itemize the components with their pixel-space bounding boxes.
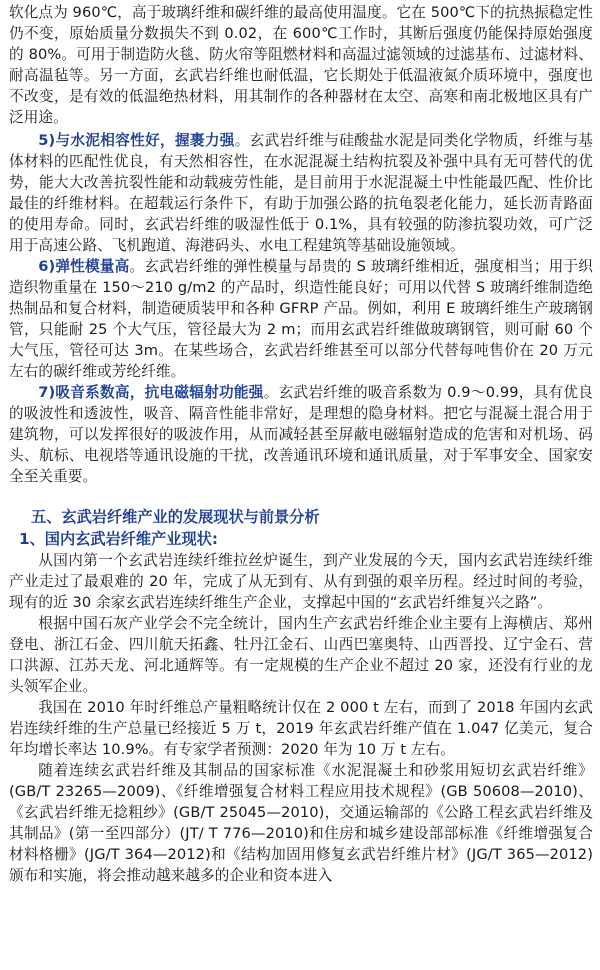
- paragraph-cement-compatibility: [9, 130, 593, 256]
- section-heading: 五、玄武岩纤维产业的发展现状与前景分析: [31, 508, 320, 526]
- paragraph-standards: 随着连续玄武岩纤维及其制品的国家标准《水泥混凝土和砂浆用短切玄武岩纤维》(GB/T 23265—2009)、《纤维增强复合材料工程应用技术规程》(GB 50608—2010)、《玄武岩纤维无捻粗纱》(GB/T 25045—2010)，交通运输部的《公路工程玄武岩纤维及其制品》(第一至四部分）(JT/ T 776—2010)和住房和城乡建设部部标准《纤维增强复合材料格栅》(JG/T 364—2012)和《结构加固用修复玄武岩纤维片材》(JG/T 365—2012)颁布和实施，将会推动越来越多的企业和资本进入: [9, 762, 593, 884]
- paragraph-elastic-modulus: [9, 256, 593, 382]
- paragraph-major-enterprises: 根据中国石灰产业学会不完全统计，国内生产玄武岩纤维企业主要有上海横店、郑州登电、浙江石金、四川航天拓鑫、牡丹江金石、山西巴塞奥特、山西晋投、辽宁金石、营口洪源、江苏天龙、河北通辉等。有一定规模的生产企业不超过 20 家，还没有行业的龙头领军企业。: [9, 615, 593, 695]
- item-text-sound-absorption: 。玄武岩纤维的吸音系数为 0.9～0.99，具有优良的吸波性和透波性，吸音、隔音性能非常好，是理想的隐身材料。把它与混凝土混合用于建筑物，可以发挥很好的吸波作用，从而减轻甚至屏蔽电磁辐射造成的危害和对机场、码头、航标、电视塔等通讯设施的干扰，改善通讯环境和通讯质量，对于军事安全、国家安全至关重要。: [9, 384, 593, 485]
- item-text-cement-compatibility: 。玄武岩纤维与硅酸盐水泥是同类化学物质，纤维与基体材料的匹配性优良，有天然相容性，在水泥混凝土结构抗裂及补强中具有无可替代的优势，能大大改善抗裂性能和动载疲劳性能，是目前用于水泥混凝土中性能最匹配、性价比最佳的纤维材料。在超载运行条件下，有助于加强公路的抗龟裂老化能力，延长沥青路面的使用寿命。同时，玄武岩纤维的吸湿性低于 0.1%，具有较强的防渗抗裂功效，可广泛用于高速公路、飞机跑道、海港码头、水电工程建筑等基础设施领域。: [9, 132, 593, 254]
- item-title-elastic-modulus: 6)弹性模量高: [38, 258, 130, 275]
- subsection-heading: 1、国内玄武岩纤维产业现状:: [19, 530, 218, 548]
- paragraph-production-stats: 我国在 2010 年时纤维总产量粗略统计仅在 2 000 t 左右，而到了 2018 年国内玄武岩连续纤维的生产总量已经接近 5 万 t，2019 年玄武岩纤维产值在 1.047 亿美元，复合年均增长率达 10.9%。有专家学者预测：2020 年为 10 万 t 左右。: [9, 699, 593, 758]
- paragraph-thermal-properties: 软化点为 960℃，高于玻璃纤维和碳纤维的最高使用温度。它在 500℃下的抗热振稳定性仍不变，原始质量分数损失不到 0.02，在 600℃工作时，其断后强度仍能保持原始强度的 80%。可用于制造防火毯、防火帘等阻燃材料和高温过滤领域的过滤基布、过滤材料、耐高温毡等。另一方面，玄武岩纤维也耐低温，它长期处于低温液氮介质环境中，强度也不改变，是有效的低温绝热材料，用其制作的各种器材在太空、高寒和南北极地区具有广泛用途。: [9, 4, 593, 126]
- item-title-cement-compatibility: 5)与水泥相容性好，握裹力强: [38, 132, 235, 149]
- item-text-elastic-modulus: 。玄武岩纤维的弹性模量与昂贵的 S 玻璃纤维相近，强度相当；用于织造织物重量在 150～210 g/m2 的产品时，织造性能良好；可用以代替 S 玻璃纤维制造绝热制品和复合材料，制造硬质装甲和各种 GFRP 产品。例如，利用 E 玻璃纤维生产玻璃钢管，只能耐 25 个大气压，管径最大为 2 m；而用玄武岩纤维做玻璃钢管，则可耐 60 个大气压，管径可达 3m。在某些场合，玄武岩纤维甚至可以部分代替每吨售价在 20 万元左右的碳纤维或芳纶纤维。: [9, 258, 593, 380]
- item-title-sound-absorption: 7)吸音系数高，抗电磁辐射功能强: [38, 384, 264, 401]
- paragraph-industry-history: 从国内第一个玄武岩连续纤维拉丝炉诞生，到产业发展的今天，国内玄武岩连续纤维产业走过了最艰难的 20 年，完成了从无到有、从有到强的艰辛历程。经过时间的考验，现有的近 30 余家玄武岩连续纤维生产企业，支撑起中国的“玄武岩纤维复兴之路”。: [9, 552, 593, 611]
- paragraph-sound-absorption: [9, 382, 593, 487]
